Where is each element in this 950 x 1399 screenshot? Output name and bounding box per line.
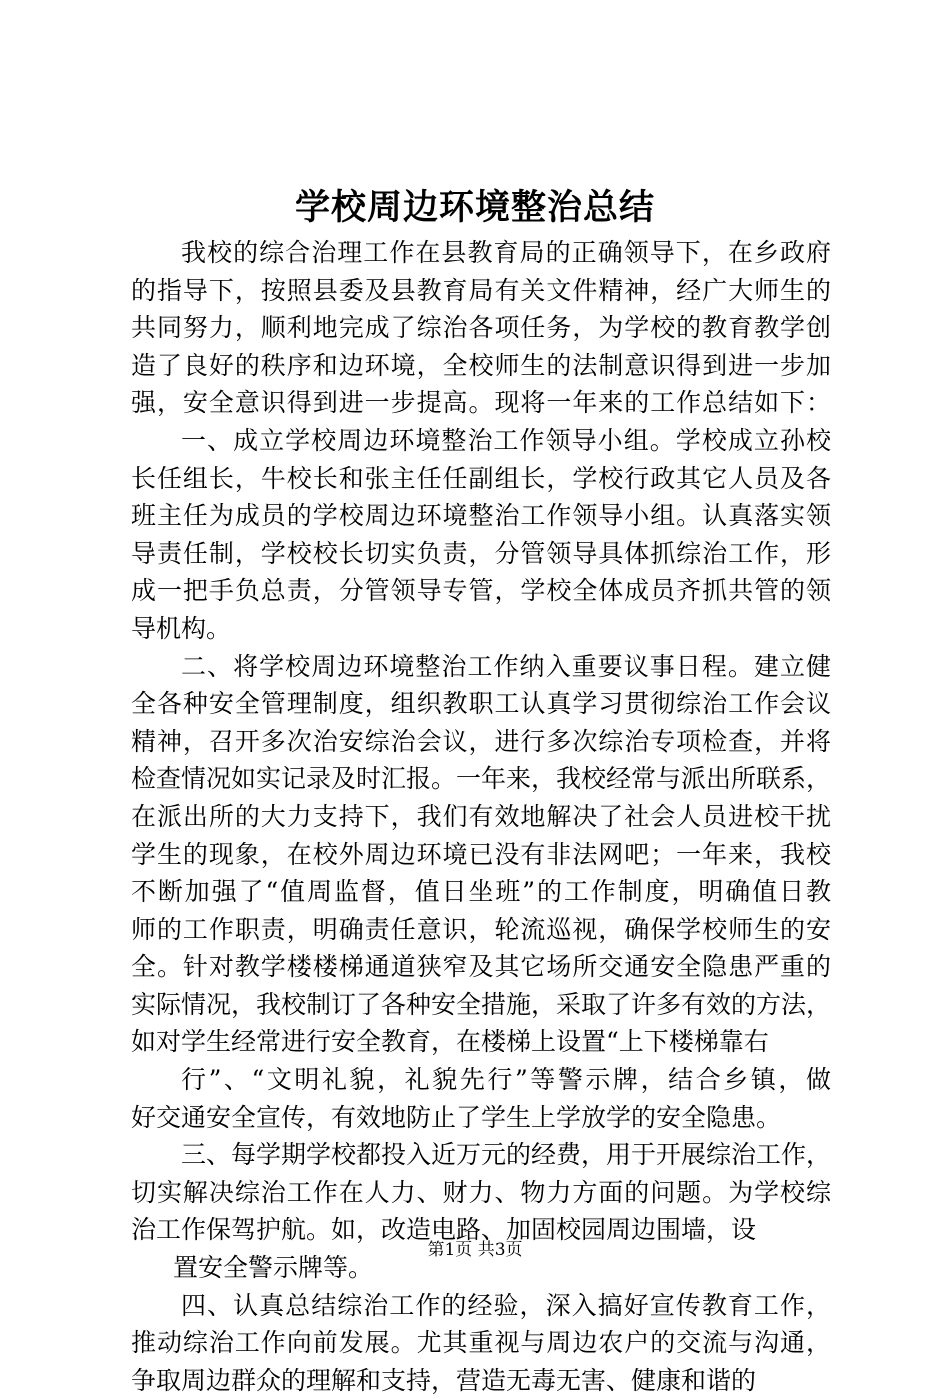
body-text-line: 如对学生经常进行安全教育，在楼梯上设置“上下楼梯靠右: [131, 1027, 769, 1057]
body-text-line: 四、认真总结综治工作的经验，深入搞好宣传教育工作，: [181, 1290, 831, 1320]
body-text-line: 班主任为成员的学校周边环境整治工作领导小组。认真落实领: [131, 501, 831, 531]
body-text-line: 学生的现象，在校外周边环境已没有非法网吧；一年来，我校: [131, 839, 831, 869]
body-text-line: 切实解决综治工作在人力、财力、物力方面的问题。为学校综: [131, 1177, 831, 1207]
body-text-line: 二、将学校周边环境整治工作纳入重要议事日程。建立健: [181, 651, 831, 681]
body-text-line: 在派出所的大力支持下，我们有效地解决了社会人员进校干扰: [131, 801, 831, 831]
document-title: 学校周边环境整治总结: [294, 187, 655, 228]
body-text-line: 三、每学期学校都投入近万元的经费，用于开展综治工作，: [181, 1140, 832, 1170]
body-text-line: 一、成立学校周边环境整治工作领导小组。学校成立孙校: [181, 425, 831, 455]
body-text-line: 不断加强了“值周监督，值日坐班”的工作制度，明确值日教: [131, 877, 831, 907]
body-text-line: 置安全警示牌等。: [173, 1253, 374, 1283]
body-text-line: 强，安全意识得到进一步提高。现将一年来的工作总结如下：: [131, 388, 831, 418]
body-text-line: 造了良好的秩序和边环境，全校师生的法制意识得到进一步加: [131, 350, 831, 380]
body-text-line: 导责任制，学校校长切实负责，分管领导具体抓综治工作，形: [131, 538, 831, 568]
body-text-line: 精神，召开多次治安综治会议，进行多次综治专项检查，并将: [131, 726, 831, 756]
body-text-line: 行”、“文明礼貌，礼貌先行”等警示牌，结合乡镇，做: [181, 1065, 831, 1095]
body-text-line: 检查情况如实记录及时汇报。一年来，我校经常与派出所联系，: [131, 764, 832, 794]
body-text-line: 我校的综合治理工作在县教育局的正确领导下，在乡政府: [181, 238, 831, 267]
body-text-line: 推动综治工作向前发展。尤其重视与周边农户的交流与沟通，: [131, 1328, 831, 1358]
body-text-line: 治工作保驾护航。如，改造电路、加固校园周边围墙，设: [131, 1215, 757, 1245]
body-text-line: 好交通安全宣传，有效地防止了学生上学放学的安全隐患。: [131, 1102, 782, 1132]
body-text-line: 全各种安全管理制度，组织教职工认真学习贯彻综治工作会议: [131, 689, 831, 719]
page-footer: 第1页 共3页: [427, 1240, 523, 1260]
body-text-line: 长任组长，牛校长和张主任任副组长，学校行政其它人员及各: [131, 463, 831, 493]
body-text-line: 师的工作职责，明确责任意识，轮流巡视，确保学校师生的安: [131, 914, 831, 944]
body-text-line: 实际情况，我校制订了各种安全措施，采取了许多有效的方法，: [131, 989, 832, 1019]
body-text-line: 成一把手负总责，分管领导专管，学校全体成员齐抓共管的领: [131, 576, 831, 606]
body-text-line: 争取周边群众的理解和支持，营造无毒无害、健康和谐的: [131, 1365, 757, 1395]
body-text-line: 导机构。: [131, 613, 232, 643]
body-text-line: 的指导下，按照县委及县教育局有关文件精神，经广大师生的: [131, 275, 831, 305]
document-body: [131, 234, 831, 1399]
body-text-line: 共同努力，顺利地完成了综治各项任务，为学校的教育教学创: [131, 313, 831, 343]
body-text-line: 全。针对教学楼楼梯通道狭窄及其它场所交通安全隐患严重的: [131, 952, 831, 982]
